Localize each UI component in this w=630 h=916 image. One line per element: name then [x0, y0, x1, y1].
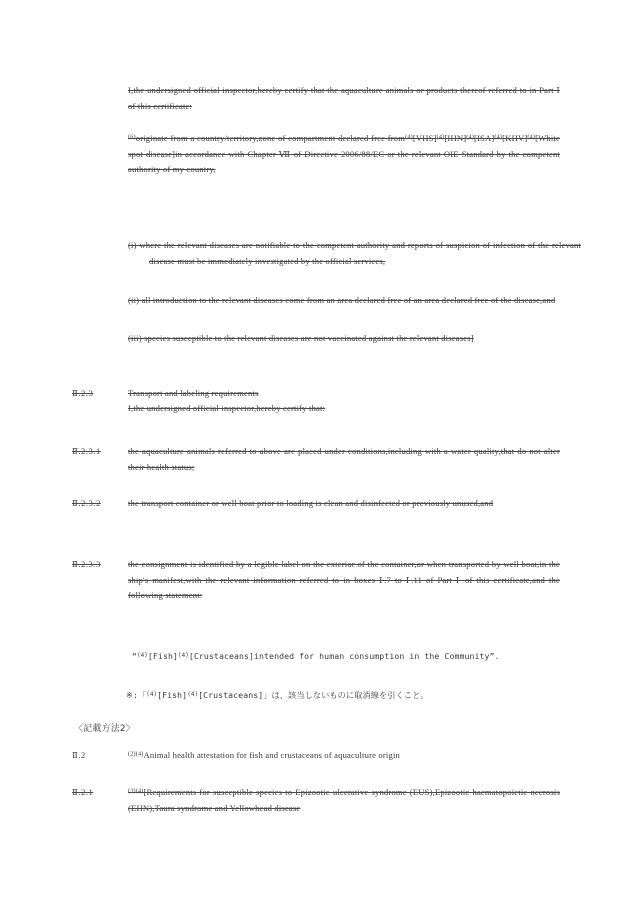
section-title-ii-2-3: Transport and labeling requirements	[128, 388, 259, 398]
footnote-marker: (4)	[135, 787, 144, 795]
footnote-marker: (4)	[135, 750, 144, 758]
method2-body-ii-2: Animal health attestation for fish and crustaceans of aquaculture origin	[143, 750, 400, 760]
statement-note: ※:「$^{(4)}$[Fish]$^{(4)}$[Crustaceans]」は、該当しないものに取消線を引くこと。	[126, 690, 429, 700]
method2-entry-ii-2-1	[72, 785, 560, 816]
section-label-ii-2-3-2: Ⅱ.2.3.2	[72, 498, 101, 508]
method2-entry-ii-2	[72, 748, 560, 764]
method2-label-ii-2-1: Ⅱ.2.1	[72, 787, 94, 797]
roman-item-ii: (ii) all introduction to the relevant diseases come from an area declared free of an area declared free of the disease,and	[128, 295, 556, 305]
method2-heading: 〈記載方法2〉	[74, 724, 135, 734]
section-text-ii-2-3-3: the consignment is identified by a legible label on the exterior of the container,or when transported by well boat,in the ship's manifest,with the relevant information referred to in boxes Ⅰ.7 to Ⅰ.11 of Part Ⅰ of this certificate,and the following statement:	[128, 559, 560, 601]
roman-item-i: (i) where the relevant diseases are notifiable to the competent authority and reports of suspicion of infection of the relevant disease must be immediately investigated by the official services,	[128, 240, 581, 266]
footnote-marker: (4)	[146, 691, 158, 698]
section-text-ii-2-3-2: the transport container or well boat prior to loading is clean and disinfected or previously unused,and	[128, 498, 494, 508]
section-text-ii-2-3-1: the aquaculture animals referred to above are placed under conditions,including with a water quality,that do not alter their health status;	[128, 446, 560, 472]
section-subline-ii-2-3: I,the undersigned official inspector,hereby certify that:	[128, 403, 326, 413]
footnote-marker: (3)	[128, 787, 136, 795]
section-label-ii-2-3: Ⅱ.2.3	[72, 388, 94, 398]
section-heading-ii-2-3	[72, 386, 560, 402]
method2-text-ii-2	[128, 748, 560, 764]
method2-label-ii-2: Ⅱ.2	[72, 750, 86, 760]
footnote-marker: (4)	[177, 652, 189, 659]
footnote-marker: (4)	[137, 652, 148, 659]
section-label-ii-2-3-3: Ⅱ.2.3.3	[72, 559, 101, 569]
roman-item-iii: (iii) species susceptible to the relevant diseases are not vaccinated against the relevant diseases]	[128, 333, 474, 343]
method2-markers-ii-2-1	[128, 787, 143, 797]
statement-quote: “$^{(4)}$[Fish]$^{(4)}$[Crustaceans]intended for human consumption in the Community”.	[132, 651, 500, 661]
footnote-marker: (4)	[405, 133, 413, 141]
section-ii-2-3-3	[72, 557, 560, 604]
origin-clause-paragraph: $^{(6)}$originate from a country/territory,zone of compartment declared free from$^{(4)}$[VHS]$^{(4)}$[IHN]$^{(4)}$[ISA]$^{(4)}$[KHV]$^{(4)}$[White spot disease]in accordance with Chapter Ⅶ of Directive 2006/88/EC or the relevant OIE Standard by the competent authority of my country,	[128, 133, 560, 175]
footnote-marker: (4)	[494, 133, 503, 141]
section-ii-2-3-2	[72, 496, 560, 512]
footnote-marker: (2)	[128, 750, 136, 758]
footnote-marker: (4)	[436, 133, 445, 141]
footnote-marker: (6)	[128, 133, 136, 141]
footnote-marker: (4)	[187, 691, 199, 698]
intro-paragraph: I,the undersigned official inspector,hereby certify that the aquaculture animals or products thereof referred to in Part Ⅰ of this certificate:	[128, 85, 560, 111]
footnote-marker: (4)	[466, 133, 474, 141]
footnote-marker: (4)	[527, 133, 536, 141]
method2-markers-ii-2	[128, 750, 143, 760]
section-ii-2-3-1	[72, 444, 560, 475]
method2-body-ii-2-1: [Requirements for susceptible species to Epizootic ulcerative syndrome (EUS),Epizootic haematopoietic necrosis (EHN),Taura syndrome and Yellowhead disease	[128, 787, 560, 813]
method2-text-ii-2-1	[128, 785, 560, 816]
section-label-ii-2-3-1: Ⅱ.2.3.1	[72, 446, 101, 456]
